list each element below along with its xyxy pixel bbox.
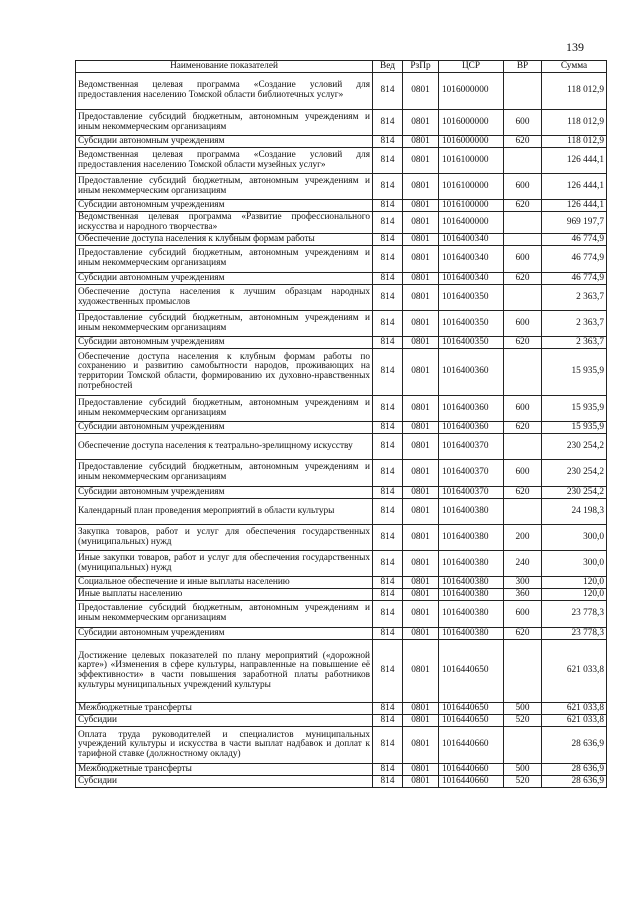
row-name-cell: Субсидии автономным учреждениям — [76, 273, 373, 285]
row-ved-cell: 814 — [373, 285, 403, 311]
table-row — [76, 589, 607, 601]
row-name-cell: Субсидии автономным учреждениям — [76, 337, 373, 349]
row-sum-cell: 15 935,9 — [542, 422, 607, 434]
row-ved-cell: 814 — [373, 434, 403, 460]
row-vr-cell: 620 — [504, 273, 542, 285]
table-row — [76, 551, 607, 577]
row-rzpr-cell: 0801 — [403, 285, 439, 311]
row-ved-cell: 814 — [373, 499, 403, 525]
row-rzpr-cell: 0801 — [403, 422, 439, 434]
row-sum-cell: 23 778,3 — [542, 628, 607, 640]
row-rzpr-cell: 0801 — [403, 349, 439, 396]
row-rzpr-cell: 0801 — [403, 273, 439, 285]
row-csr-cell: 1016400350 — [439, 311, 504, 337]
row-rzpr-cell: 0801 — [403, 136, 439, 148]
row-name-cell: Субсидии автономным учреждениям — [76, 487, 373, 499]
row-csr-cell: 1016100000 — [439, 200, 504, 212]
row-name-cell: Ведомственная целевая программа «Создание условий для предоставления населению Томской области музейных услуг» — [76, 148, 373, 174]
row-rzpr-cell: 0801 — [403, 234, 439, 246]
row-ved-cell: 814 — [373, 703, 403, 715]
row-ved-cell: 814 — [373, 136, 403, 148]
table-row — [76, 148, 607, 174]
row-name-cell: Ведомственная целевая программа «Развитие профессионального искусства и народного творчества» — [76, 212, 373, 234]
row-vr-cell — [504, 148, 542, 174]
row-name-cell: Оплата труда руководителей и специалистов муниципальных учреждений культуры и искусства в части выплат надбавок и доплат к тарифной ставке (должностному окладу) — [76, 727, 373, 764]
row-sum-cell: 2 363,7 — [542, 285, 607, 311]
row-rzpr-cell: 0801 — [403, 703, 439, 715]
table-row — [76, 212, 607, 234]
row-ved-cell: 814 — [373, 589, 403, 601]
row-sum-cell: 2 363,7 — [542, 311, 607, 337]
header-vr: ВР — [504, 61, 542, 73]
row-csr-cell: 1016400360 — [439, 422, 504, 434]
row-sum-cell: 28 636,9 — [542, 776, 607, 788]
row-name-cell: Субсидии — [76, 776, 373, 788]
row-vr-cell: 620 — [504, 422, 542, 434]
row-vr-cell: 500 — [504, 703, 542, 715]
row-csr-cell: 1016400370 — [439, 487, 504, 499]
row-csr-cell: 1016440660 — [439, 776, 504, 788]
row-ved-cell: 814 — [373, 396, 403, 422]
row-vr-cell — [504, 640, 542, 703]
row-sum-cell: 300,0 — [542, 525, 607, 551]
row-sum-cell: 46 774,9 — [542, 273, 607, 285]
row-rzpr-cell: 0801 — [403, 246, 439, 273]
row-vr-cell: 600 — [504, 311, 542, 337]
row-csr-cell: 1016000000 — [439, 136, 504, 148]
row-csr-cell: 1016400360 — [439, 349, 504, 396]
row-name-cell: Предоставление субсидий бюджетным, автономным учреждениям и иным некоммерческим организациям — [76, 246, 373, 273]
row-sum-cell: 24 198,3 — [542, 499, 607, 525]
row-sum-cell: 120,0 — [542, 589, 607, 601]
row-rzpr-cell: 0801 — [403, 525, 439, 551]
row-vr-cell: 500 — [504, 764, 542, 776]
table-row — [76, 525, 607, 551]
row-csr-cell: 1016400380 — [439, 601, 504, 628]
row-vr-cell: 520 — [504, 776, 542, 788]
row-sum-cell: 621 033,8 — [542, 703, 607, 715]
row-rzpr-cell: 0801 — [403, 715, 439, 727]
row-rzpr-cell: 0801 — [403, 110, 439, 136]
row-vr-cell: 600 — [504, 601, 542, 628]
table-row — [76, 640, 607, 703]
row-vr-cell: 240 — [504, 551, 542, 577]
row-vr-cell — [504, 434, 542, 460]
row-vr-cell: 520 — [504, 715, 542, 727]
row-ved-cell: 814 — [373, 234, 403, 246]
table-row — [76, 727, 607, 764]
table-row — [76, 460, 607, 487]
row-ved-cell: 814 — [373, 640, 403, 703]
row-name-cell: Обеспечение доступа населения к клубным формам работы — [76, 234, 373, 246]
row-sum-cell: 118 012,9 — [542, 110, 607, 136]
row-vr-cell — [504, 285, 542, 311]
row-rzpr-cell: 0801 — [403, 460, 439, 487]
row-vr-cell — [504, 234, 542, 246]
row-ved-cell: 814 — [373, 337, 403, 349]
row-csr-cell: 1016400380 — [439, 628, 504, 640]
row-vr-cell: 200 — [504, 525, 542, 551]
row-vr-cell: 600 — [504, 174, 542, 200]
row-rzpr-cell: 0801 — [403, 73, 439, 110]
row-sum-cell: 28 636,9 — [542, 727, 607, 764]
row-name-cell: Предоставление субсидий бюджетным, автономным учреждениям и иным некоммерческим организациям — [76, 460, 373, 487]
row-csr-cell: 1016000000 — [439, 110, 504, 136]
row-ved-cell: 814 — [373, 174, 403, 200]
row-ved-cell: 814 — [373, 273, 403, 285]
table-row — [76, 487, 607, 499]
row-vr-cell — [504, 727, 542, 764]
row-ved-cell: 814 — [373, 715, 403, 727]
row-sum-cell: 300,0 — [542, 551, 607, 577]
row-ved-cell: 814 — [373, 727, 403, 764]
table-row — [76, 311, 607, 337]
row-name-cell: Субсидии автономным учреждениям — [76, 200, 373, 212]
table-row — [76, 628, 607, 640]
table-row — [76, 715, 607, 727]
row-csr-cell: 1016400380 — [439, 551, 504, 577]
row-ved-cell: 814 — [373, 422, 403, 434]
row-rzpr-cell: 0801 — [403, 727, 439, 764]
row-sum-cell: 23 778,3 — [542, 601, 607, 628]
row-name-cell: Предоставление субсидий бюджетным, автономным учреждениям и иным некоммерческим организациям — [76, 396, 373, 422]
row-vr-cell: 600 — [504, 246, 542, 273]
row-csr-cell: 1016440650 — [439, 703, 504, 715]
row-csr-cell: 1016400350 — [439, 337, 504, 349]
row-csr-cell: 1016400360 — [439, 396, 504, 422]
row-name-cell: Ведомственная целевая программа «Создание условий для предоставления населению Томской области библиотечных услуг» — [76, 73, 373, 110]
row-name-cell: Обеспечение доступа населения к лучшим образцам народных художественных промыслов — [76, 285, 373, 311]
row-rzpr-cell: 0801 — [403, 499, 439, 525]
row-sum-cell: 126 444,1 — [542, 148, 607, 174]
row-name-cell: Предоставление субсидий бюджетным, автономным учреждениям и иным некоммерческим организациям — [76, 174, 373, 200]
row-name-cell: Предоставление субсидий бюджетным, автономным учреждениям и иным некоммерческим организациям — [76, 110, 373, 136]
row-ved-cell: 814 — [373, 246, 403, 273]
row-sum-cell: 120,0 — [542, 577, 607, 589]
row-csr-cell: 1016400370 — [439, 460, 504, 487]
row-ved-cell: 814 — [373, 776, 403, 788]
row-ved-cell: 814 — [373, 764, 403, 776]
row-sum-cell: 118 012,9 — [542, 73, 607, 110]
row-csr-cell: 1016440660 — [439, 727, 504, 764]
row-csr-cell: 1016400370 — [439, 434, 504, 460]
row-rzpr-cell: 0801 — [403, 764, 439, 776]
row-name-cell: Субсидии автономным учреждениям — [76, 136, 373, 148]
table-row — [76, 776, 607, 788]
table-row — [76, 577, 607, 589]
row-csr-cell: 1016400000 — [439, 212, 504, 234]
row-ved-cell: 814 — [373, 525, 403, 551]
table-row — [76, 349, 607, 396]
table-row — [76, 396, 607, 422]
table-body — [76, 73, 607, 788]
row-vr-cell: 300 — [504, 577, 542, 589]
row-sum-cell: 28 636,9 — [542, 764, 607, 776]
table-row — [76, 422, 607, 434]
table-row — [76, 136, 607, 148]
row-rzpr-cell: 0801 — [403, 434, 439, 460]
row-vr-cell — [504, 349, 542, 396]
row-sum-cell: 2 363,7 — [542, 337, 607, 349]
row-rzpr-cell: 0801 — [403, 311, 439, 337]
row-vr-cell: 620 — [504, 200, 542, 212]
row-rzpr-cell: 0801 — [403, 551, 439, 577]
row-vr-cell: 600 — [504, 460, 542, 487]
row-sum-cell: 15 935,9 — [542, 349, 607, 396]
row-sum-cell: 15 935,9 — [542, 396, 607, 422]
row-csr-cell: 1016100000 — [439, 174, 504, 200]
table-row — [76, 703, 607, 715]
row-rzpr-cell: 0801 — [403, 337, 439, 349]
row-vr-cell: 360 — [504, 589, 542, 601]
row-ved-cell: 814 — [373, 200, 403, 212]
table-row — [76, 200, 607, 212]
row-csr-cell: 1016400340 — [439, 246, 504, 273]
row-rzpr-cell: 0801 — [403, 396, 439, 422]
row-sum-cell: 230 254,2 — [542, 460, 607, 487]
row-sum-cell: 46 774,9 — [542, 234, 607, 246]
table-row — [76, 234, 607, 246]
row-rzpr-cell: 0801 — [403, 577, 439, 589]
row-csr-cell: 1016400340 — [439, 273, 504, 285]
row-name-cell: Межбюджетные трансферты — [76, 764, 373, 776]
table-row — [76, 273, 607, 285]
row-ved-cell: 814 — [373, 628, 403, 640]
row-name-cell: Предоставление субсидий бюджетным, автономным учреждениям и иным некоммерческим организациям — [76, 601, 373, 628]
row-rzpr-cell: 0801 — [403, 212, 439, 234]
row-vr-cell: 620 — [504, 136, 542, 148]
row-name-cell: Субсидии — [76, 715, 373, 727]
row-name-cell: Календарный план проведения мероприятий в области культуры — [76, 499, 373, 525]
table-row — [76, 246, 607, 273]
row-sum-cell: 118 012,9 — [542, 136, 607, 148]
table-row — [76, 73, 607, 110]
row-rzpr-cell: 0801 — [403, 776, 439, 788]
row-ved-cell: 814 — [373, 148, 403, 174]
row-csr-cell: 1016100000 — [439, 148, 504, 174]
row-csr-cell: 1016400380 — [439, 589, 504, 601]
row-name-cell: Закупка товаров, работ и услуг для обеспечения государственных (муниципальных) нужд — [76, 525, 373, 551]
header-sum: Сумма — [542, 61, 607, 73]
row-name-cell: Предоставление субсидий бюджетным, автономным учреждениям и иным некоммерческим организациям — [76, 311, 373, 337]
budget-table — [75, 60, 607, 788]
row-ved-cell: 814 — [373, 487, 403, 499]
row-csr-cell: 1016400380 — [439, 525, 504, 551]
row-csr-cell: 1016400380 — [439, 499, 504, 525]
row-vr-cell: 620 — [504, 337, 542, 349]
table-row — [76, 601, 607, 628]
header-ved: Вед — [373, 61, 403, 73]
table-row — [76, 764, 607, 776]
row-ved-cell: 814 — [373, 73, 403, 110]
row-vr-cell: 620 — [504, 487, 542, 499]
table-row — [76, 499, 607, 525]
row-csr-cell: 1016440660 — [439, 764, 504, 776]
row-csr-cell: 1016440650 — [439, 715, 504, 727]
header-name: Наименование показателей — [76, 61, 373, 73]
row-ved-cell: 814 — [373, 577, 403, 589]
row-sum-cell: 126 444,1 — [542, 174, 607, 200]
row-name-cell: Иные выплаты населению — [76, 589, 373, 601]
row-rzpr-cell: 0801 — [403, 487, 439, 499]
table-row — [76, 337, 607, 349]
table-row — [76, 110, 607, 136]
header-csr: ЦСР — [439, 61, 504, 73]
row-sum-cell: 621 033,8 — [542, 640, 607, 703]
row-name-cell: Иные закупки товаров, работ и услуг для обеспечения государственных (муниципальных) нужд — [76, 551, 373, 577]
row-rzpr-cell: 0801 — [403, 601, 439, 628]
row-rzpr-cell: 0801 — [403, 200, 439, 212]
row-rzpr-cell: 0801 — [403, 589, 439, 601]
row-name-cell: Межбюджетные трансферты — [76, 703, 373, 715]
row-rzpr-cell: 0801 — [403, 628, 439, 640]
row-ved-cell: 814 — [373, 349, 403, 396]
row-sum-cell: 230 254,2 — [542, 434, 607, 460]
row-vr-cell: 600 — [504, 396, 542, 422]
table-row — [76, 174, 607, 200]
row-sum-cell: 621 033,8 — [542, 715, 607, 727]
table-header-row — [76, 61, 607, 73]
row-rzpr-cell: 0801 — [403, 174, 439, 200]
row-vr-cell: 600 — [504, 110, 542, 136]
row-vr-cell — [504, 73, 542, 110]
row-ved-cell: 814 — [373, 311, 403, 337]
row-sum-cell: 126 444,1 — [542, 200, 607, 212]
row-csr-cell: 1016000000 — [439, 73, 504, 110]
row-ved-cell: 814 — [373, 110, 403, 136]
row-name-cell: Обеспечение доступа населения к театрально-зрелищному искусству — [76, 434, 373, 460]
row-vr-cell: 620 — [504, 628, 542, 640]
row-vr-cell — [504, 499, 542, 525]
row-ved-cell: 814 — [373, 460, 403, 487]
row-csr-cell: 1016400340 — [439, 234, 504, 246]
row-rzpr-cell: 0801 — [403, 640, 439, 703]
row-csr-cell: 1016440650 — [439, 640, 504, 703]
row-sum-cell: 969 197,7 — [542, 212, 607, 234]
row-csr-cell: 1016400350 — [439, 285, 504, 311]
row-ved-cell: 814 — [373, 601, 403, 628]
row-sum-cell: 46 774,9 — [542, 246, 607, 273]
header-rzpr: РзПр — [403, 61, 439, 73]
row-sum-cell: 230 254,2 — [542, 487, 607, 499]
row-csr-cell: 1016400380 — [439, 577, 504, 589]
row-name-cell: Социальное обеспечение и иные выплаты населению — [76, 577, 373, 589]
row-rzpr-cell: 0801 — [403, 148, 439, 174]
row-name-cell: Обеспечение доступа населения к клубным формам работы по сохранению и развитию самобытности народов, проживающих на территории Томской области, формированию их духовно-нравственных потребностей — [76, 349, 373, 396]
row-name-cell: Субсидии автономным учреждениям — [76, 422, 373, 434]
row-name-cell: Достижение целевых показателей по плану мероприятий («дорожной карте») «Изменения в сфере культуры, направленные на повышение её эффективности» в части повышения заработной платы работников культуры муниципальных учреждений культуры — [76, 640, 373, 703]
row-ved-cell: 814 — [373, 212, 403, 234]
row-ved-cell: 814 — [373, 551, 403, 577]
table-row — [76, 285, 607, 311]
page-number: 139 — [566, 40, 584, 54]
row-name-cell: Субсидии автономным учреждениям — [76, 628, 373, 640]
row-vr-cell — [504, 212, 542, 234]
table-row — [76, 434, 607, 460]
